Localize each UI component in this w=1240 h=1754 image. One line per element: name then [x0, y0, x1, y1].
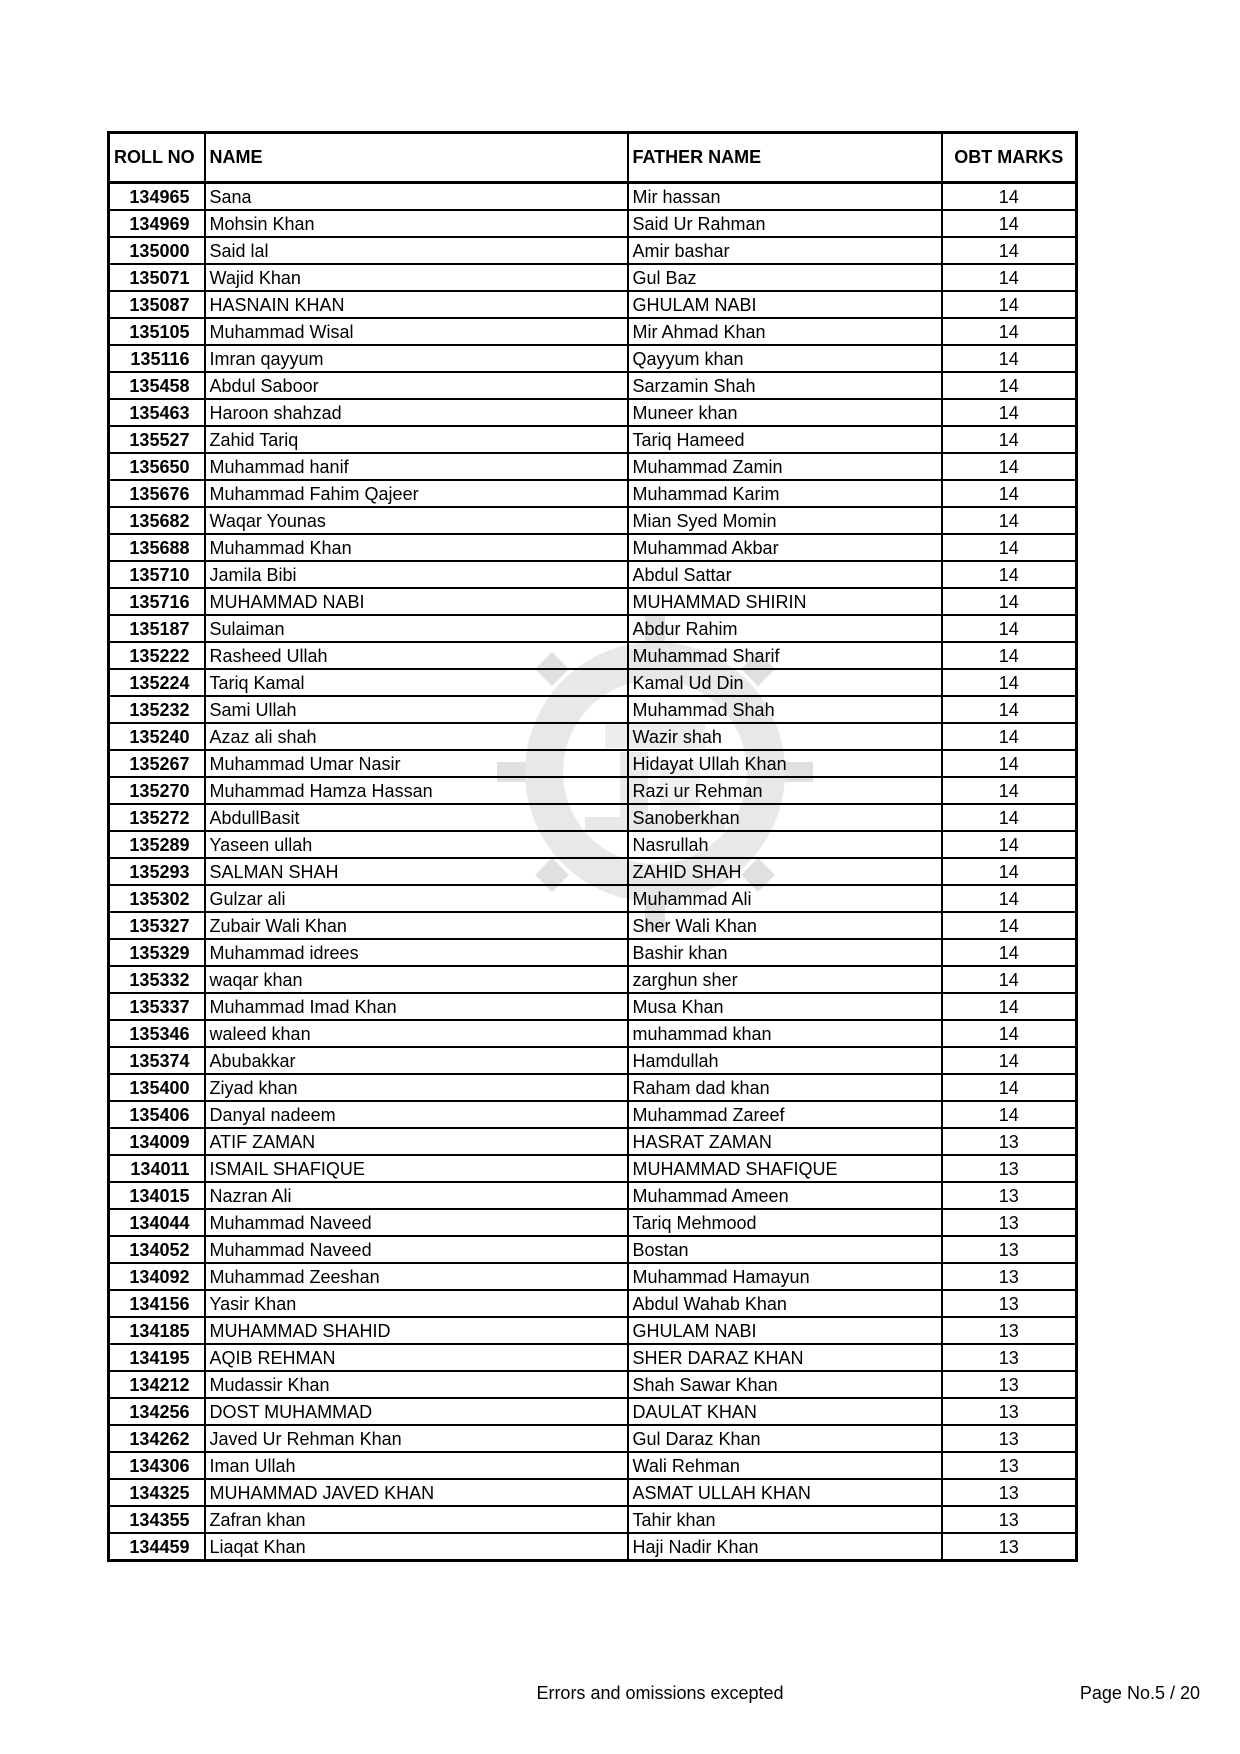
name-cell: Muhammad Imad Khan [205, 993, 628, 1020]
roll-no-cell: 135293 [109, 858, 205, 885]
roll-no-cell: 135000 [109, 237, 205, 264]
name-cell: waqar khan [205, 966, 628, 993]
obt-marks-cell: 14 [942, 966, 1077, 993]
table-row [109, 1101, 1077, 1128]
header-obt-marks: OBT MARKS [942, 133, 1077, 183]
name-cell: Yaseen ullah [205, 831, 628, 858]
obt-marks-cell: 13 [942, 1452, 1077, 1479]
father-name-cell: DAULAT KHAN [628, 1398, 942, 1425]
father-name-cell: Mian Syed Momin [628, 507, 942, 534]
father-name-cell: Sher Wali Khan [628, 912, 942, 939]
obt-marks-cell: 14 [942, 750, 1077, 777]
table-row [109, 1236, 1077, 1263]
table-row [109, 1452, 1077, 1479]
table-row [109, 885, 1077, 912]
obt-marks-cell: 14 [942, 264, 1077, 291]
obt-marks-cell: 14 [942, 939, 1077, 966]
table-row [109, 426, 1077, 453]
father-name-cell: ZAHID SHAH [628, 858, 942, 885]
name-cell: waleed khan [205, 1020, 628, 1047]
table-row [109, 1047, 1077, 1074]
roll-no-cell: 135224 [109, 669, 205, 696]
father-name-cell: Bashir khan [628, 939, 942, 966]
obt-marks-cell: 14 [942, 993, 1077, 1020]
obt-marks-cell: 14 [942, 561, 1077, 588]
father-name-cell: Abdur Rahim [628, 615, 942, 642]
father-name-cell: Haji Nadir Khan [628, 1533, 942, 1561]
roll-no-cell: 135458 [109, 372, 205, 399]
obt-marks-cell: 14 [942, 345, 1077, 372]
father-name-cell: MUHAMMAD SHIRIN [628, 588, 942, 615]
table-row [109, 696, 1077, 723]
obt-marks-cell: 14 [942, 723, 1077, 750]
obt-marks-cell: 13 [942, 1182, 1077, 1209]
name-cell: SALMAN SHAH [205, 858, 628, 885]
name-cell: Azaz ali shah [205, 723, 628, 750]
name-cell: MUHAMMAD JAVED KHAN [205, 1479, 628, 1506]
father-name-cell: zarghun sher [628, 966, 942, 993]
father-name-cell: Kamal Ud Din [628, 669, 942, 696]
father-name-cell: Wali Rehman [628, 1452, 942, 1479]
name-cell: Sami Ullah [205, 696, 628, 723]
obt-marks-cell: 14 [942, 1047, 1077, 1074]
roll-no-cell: 134195 [109, 1344, 205, 1371]
table-row [109, 615, 1077, 642]
page-number: Page No.5 / 20 [1079, 1683, 1200, 1703]
name-cell: Muhammad Umar Nasir [205, 750, 628, 777]
father-name-cell: Gul Daraz Khan [628, 1425, 942, 1452]
name-cell: Yasir Khan [205, 1290, 628, 1317]
obt-marks-cell: 14 [942, 507, 1077, 534]
name-cell: Muhammad idrees [205, 939, 628, 966]
roll-no-cell: 135406 [109, 1101, 205, 1128]
father-name-cell: Muhammad Sharif [628, 642, 942, 669]
table-row [109, 993, 1077, 1020]
name-cell: Rasheed Ullah [205, 642, 628, 669]
name-cell: Liaqat Khan [205, 1533, 628, 1561]
father-name-cell: Muhammad Akbar [628, 534, 942, 561]
name-cell: Muhammad Fahim Qajeer [205, 480, 628, 507]
obt-marks-cell: 14 [942, 831, 1077, 858]
name-cell: Ziyad khan [205, 1074, 628, 1101]
obt-marks-cell: 13 [942, 1533, 1077, 1561]
table-row [109, 399, 1077, 426]
father-name-cell: Qayyum khan [628, 345, 942, 372]
table-row [109, 264, 1077, 291]
father-name-cell: Hamdullah [628, 1047, 942, 1074]
roll-no-cell: 134459 [109, 1533, 205, 1561]
table-row [109, 183, 1077, 211]
father-name-cell: Wazir shah [628, 723, 942, 750]
father-name-cell: MUHAMMAD SHAFIQUE [628, 1155, 942, 1182]
roll-no-cell: 135272 [109, 804, 205, 831]
name-cell: AbdullBasit [205, 804, 628, 831]
obt-marks-cell: 14 [942, 480, 1077, 507]
obt-marks-cell: 14 [942, 669, 1077, 696]
name-cell: HASNAIN KHAN [205, 291, 628, 318]
roll-no-cell: 135105 [109, 318, 205, 345]
table-row [109, 372, 1077, 399]
father-name-cell: Muhammad Zareef [628, 1101, 942, 1128]
father-name-cell: Mir Ahmad Khan [628, 318, 942, 345]
table-row [109, 723, 1077, 750]
roll-no-cell: 134052 [109, 1236, 205, 1263]
father-name-cell: Amir bashar [628, 237, 942, 264]
table-row [109, 1020, 1077, 1047]
father-name-cell: Said Ur Rahman [628, 210, 942, 237]
obt-marks-cell: 14 [942, 912, 1077, 939]
roll-no-cell: 135710 [109, 561, 205, 588]
table-row [109, 912, 1077, 939]
father-name-cell: Muhammad Shah [628, 696, 942, 723]
roll-no-cell: 135302 [109, 885, 205, 912]
name-cell: Muhammad Khan [205, 534, 628, 561]
table-row [109, 1155, 1077, 1182]
father-name-cell: Mir hassan [628, 183, 942, 211]
father-name-cell: Tariq Mehmood [628, 1209, 942, 1236]
roll-no-cell: 134212 [109, 1371, 205, 1398]
table-row [109, 1074, 1077, 1101]
obt-marks-cell: 14 [942, 318, 1077, 345]
obt-marks-cell: 14 [942, 804, 1077, 831]
name-cell: ATIF ZAMAN [205, 1128, 628, 1155]
father-name-cell: GHULAM NABI [628, 291, 942, 318]
table-row [109, 1209, 1077, 1236]
obt-marks-cell: 13 [942, 1506, 1077, 1533]
name-cell: Gulzar ali [205, 885, 628, 912]
name-cell: Muhammad Naveed [205, 1209, 628, 1236]
roll-no-cell: 135346 [109, 1020, 205, 1047]
father-name-cell: Muhammad Karim [628, 480, 942, 507]
roll-no-cell: 134969 [109, 210, 205, 237]
name-cell: Muhammad Zeeshan [205, 1263, 628, 1290]
father-name-cell: GHULAM NABI [628, 1317, 942, 1344]
header-row [109, 133, 1077, 183]
roll-no-cell: 135650 [109, 453, 205, 480]
name-cell: Muhammad hanif [205, 453, 628, 480]
name-cell: Jamila Bibi [205, 561, 628, 588]
roll-no-cell: 135682 [109, 507, 205, 534]
name-cell: Iman Ullah [205, 1452, 628, 1479]
roll-no-cell: 134044 [109, 1209, 205, 1236]
roll-no-cell: 135337 [109, 993, 205, 1020]
father-name-cell: Muhammad Ali [628, 885, 942, 912]
roll-no-cell: 134965 [109, 183, 205, 211]
name-cell: Haroon shahzad [205, 399, 628, 426]
obt-marks-cell: 14 [942, 183, 1077, 211]
father-name-cell: Muhammad Zamin [628, 453, 942, 480]
roll-no-cell: 135232 [109, 696, 205, 723]
table-row [109, 1128, 1077, 1155]
obt-marks-cell: 14 [942, 885, 1077, 912]
roll-no-cell: 135676 [109, 480, 205, 507]
father-name-cell: Raham dad khan [628, 1074, 942, 1101]
table-row [109, 210, 1077, 237]
obt-marks-cell: 13 [942, 1317, 1077, 1344]
obt-marks-cell: 13 [942, 1425, 1077, 1452]
roll-no-cell: 135400 [109, 1074, 205, 1101]
name-cell: Abubakkar [205, 1047, 628, 1074]
father-name-cell: Sarzamin Shah [628, 372, 942, 399]
roll-no-cell: 135332 [109, 966, 205, 993]
footer-note: Errors and omissions excepted [536, 1683, 784, 1703]
roll-no-cell: 135327 [109, 912, 205, 939]
obt-marks-cell: 14 [942, 588, 1077, 615]
roll-no-cell: 135240 [109, 723, 205, 750]
table-row [109, 1263, 1077, 1290]
father-name-cell: Razi ur Rehman [628, 777, 942, 804]
name-cell: Abdul Saboor [205, 372, 628, 399]
obt-marks-cell: 13 [942, 1479, 1077, 1506]
obt-marks-cell: 13 [942, 1263, 1077, 1290]
father-name-cell: muhammad khan [628, 1020, 942, 1047]
obt-marks-cell: 14 [942, 1074, 1077, 1101]
results-table [107, 131, 1078, 1562]
name-cell: Zafran khan [205, 1506, 628, 1533]
obt-marks-cell: 13 [942, 1155, 1077, 1182]
father-name-cell: SHER DARAZ KHAN [628, 1344, 942, 1371]
table-row [109, 318, 1077, 345]
table-row [109, 453, 1077, 480]
father-name-cell: Muneer khan [628, 399, 942, 426]
header-roll-no: ROLL NO [109, 133, 205, 183]
father-name-cell: Musa Khan [628, 993, 942, 1020]
table-row [109, 1290, 1077, 1317]
table-row [109, 1479, 1077, 1506]
table-row [109, 777, 1077, 804]
roll-no-cell: 135289 [109, 831, 205, 858]
roll-no-cell: 135374 [109, 1047, 205, 1074]
table-row [109, 669, 1077, 696]
header-father-name: FATHER NAME [628, 133, 942, 183]
table-row [109, 858, 1077, 885]
table-row [109, 534, 1077, 561]
father-name-cell: Shah Sawar Khan [628, 1371, 942, 1398]
table-row [109, 507, 1077, 534]
roll-no-cell: 134256 [109, 1398, 205, 1425]
name-cell: Waqar Younas [205, 507, 628, 534]
obt-marks-cell: 14 [942, 642, 1077, 669]
table-row [109, 291, 1077, 318]
obt-marks-cell: 14 [942, 858, 1077, 885]
father-name-cell: Tariq Hameed [628, 426, 942, 453]
roll-no-cell: 135688 [109, 534, 205, 561]
father-name-cell: Abdul Sattar [628, 561, 942, 588]
table-row [109, 750, 1077, 777]
obt-marks-cell: 14 [942, 453, 1077, 480]
father-name-cell: Abdul Wahab Khan [628, 1290, 942, 1317]
roll-no-cell: 135329 [109, 939, 205, 966]
name-cell: MUHAMMAD SHAHID [205, 1317, 628, 1344]
roll-no-cell: 135116 [109, 345, 205, 372]
table-row [109, 1371, 1077, 1398]
obt-marks-cell: 13 [942, 1128, 1077, 1155]
obt-marks-cell: 14 [942, 237, 1077, 264]
name-cell: AQIB REHMAN [205, 1344, 628, 1371]
name-cell: ISMAIL SHAFIQUE [205, 1155, 628, 1182]
table-row [109, 1506, 1077, 1533]
name-cell: Zahid Tariq [205, 426, 628, 453]
obt-marks-cell: 14 [942, 399, 1077, 426]
name-cell: Imran qayyum [205, 345, 628, 372]
obt-marks-cell: 14 [942, 534, 1077, 561]
roll-no-cell: 134262 [109, 1425, 205, 1452]
obt-marks-cell: 14 [942, 210, 1077, 237]
name-cell: Wajid Khan [205, 264, 628, 291]
obt-marks-cell: 14 [942, 291, 1077, 318]
roll-no-cell: 134011 [109, 1155, 205, 1182]
table-row [109, 804, 1077, 831]
table-row [109, 1398, 1077, 1425]
table-row [109, 939, 1077, 966]
roll-no-cell: 134185 [109, 1317, 205, 1344]
roll-no-cell: 134325 [109, 1479, 205, 1506]
obt-marks-cell: 13 [942, 1290, 1077, 1317]
table-row [109, 1182, 1077, 1209]
name-cell: Muhammad Wisal [205, 318, 628, 345]
obt-marks-cell: 14 [942, 372, 1077, 399]
table-row [109, 561, 1077, 588]
father-name-cell: Hidayat Ullah Khan [628, 750, 942, 777]
obt-marks-cell: 14 [942, 1020, 1077, 1047]
name-cell: Muhammad Naveed [205, 1236, 628, 1263]
father-name-cell: ASMAT ULLAH KHAN [628, 1479, 942, 1506]
name-cell: Muhammad Hamza Hassan [205, 777, 628, 804]
obt-marks-cell: 13 [942, 1236, 1077, 1263]
roll-no-cell: 134306 [109, 1452, 205, 1479]
header-name: NAME [205, 133, 628, 183]
table-row [109, 237, 1077, 264]
obt-marks-cell: 13 [942, 1398, 1077, 1425]
obt-marks-cell: 14 [942, 426, 1077, 453]
table-row [109, 1533, 1077, 1561]
roll-no-cell: 134156 [109, 1290, 205, 1317]
roll-no-cell: 135527 [109, 426, 205, 453]
roll-no-cell: 135267 [109, 750, 205, 777]
table-row [109, 831, 1077, 858]
table-header [109, 133, 1077, 183]
table-row [109, 480, 1077, 507]
table-row [109, 1317, 1077, 1344]
name-cell: Nazran Ali [205, 1182, 628, 1209]
name-cell: Sulaiman [205, 615, 628, 642]
father-name-cell: Gul Baz [628, 264, 942, 291]
roll-no-cell: 134009 [109, 1128, 205, 1155]
name-cell: DOST MUHAMMAD [205, 1398, 628, 1425]
table-row [109, 642, 1077, 669]
father-name-cell: HASRAT ZAMAN [628, 1128, 942, 1155]
roll-no-cell: 135222 [109, 642, 205, 669]
name-cell: MUHAMMAD NABI [205, 588, 628, 615]
father-name-cell: Muhammad Ameen [628, 1182, 942, 1209]
roll-no-cell: 135087 [109, 291, 205, 318]
obt-marks-cell: 14 [942, 696, 1077, 723]
roll-no-cell: 135716 [109, 588, 205, 615]
name-cell: Tariq Kamal [205, 669, 628, 696]
table-row [109, 1425, 1077, 1452]
father-name-cell: Tahir khan [628, 1506, 942, 1533]
father-name-cell: Sanoberkhan [628, 804, 942, 831]
obt-marks-cell: 13 [942, 1209, 1077, 1236]
roll-no-cell: 135463 [109, 399, 205, 426]
obt-marks-cell: 13 [942, 1371, 1077, 1398]
name-cell: Mohsin Khan [205, 210, 628, 237]
table-row [109, 1344, 1077, 1371]
obt-marks-cell: 14 [942, 615, 1077, 642]
father-name-cell: Bostan [628, 1236, 942, 1263]
roll-no-cell: 135187 [109, 615, 205, 642]
name-cell: Javed Ur Rehman Khan [205, 1425, 628, 1452]
name-cell: Sana [205, 183, 628, 211]
obt-marks-cell: 14 [942, 1101, 1077, 1128]
roll-no-cell: 135270 [109, 777, 205, 804]
name-cell: Danyal nadeem [205, 1101, 628, 1128]
name-cell: Said lal [205, 237, 628, 264]
roll-no-cell: 134355 [109, 1506, 205, 1533]
obt-marks-cell: 14 [942, 777, 1077, 804]
obt-marks-cell: 13 [942, 1344, 1077, 1371]
name-cell: Mudassir Khan [205, 1371, 628, 1398]
roll-no-cell: 134015 [109, 1182, 205, 1209]
name-cell: Zubair Wali Khan [205, 912, 628, 939]
roll-no-cell: 135071 [109, 264, 205, 291]
table-body [109, 183, 1077, 1561]
father-name-cell: Nasrullah [628, 831, 942, 858]
table-row [109, 345, 1077, 372]
table-row [109, 588, 1077, 615]
roll-no-cell: 134092 [109, 1263, 205, 1290]
table-row [109, 966, 1077, 993]
father-name-cell: Muhammad Hamayun [628, 1263, 942, 1290]
